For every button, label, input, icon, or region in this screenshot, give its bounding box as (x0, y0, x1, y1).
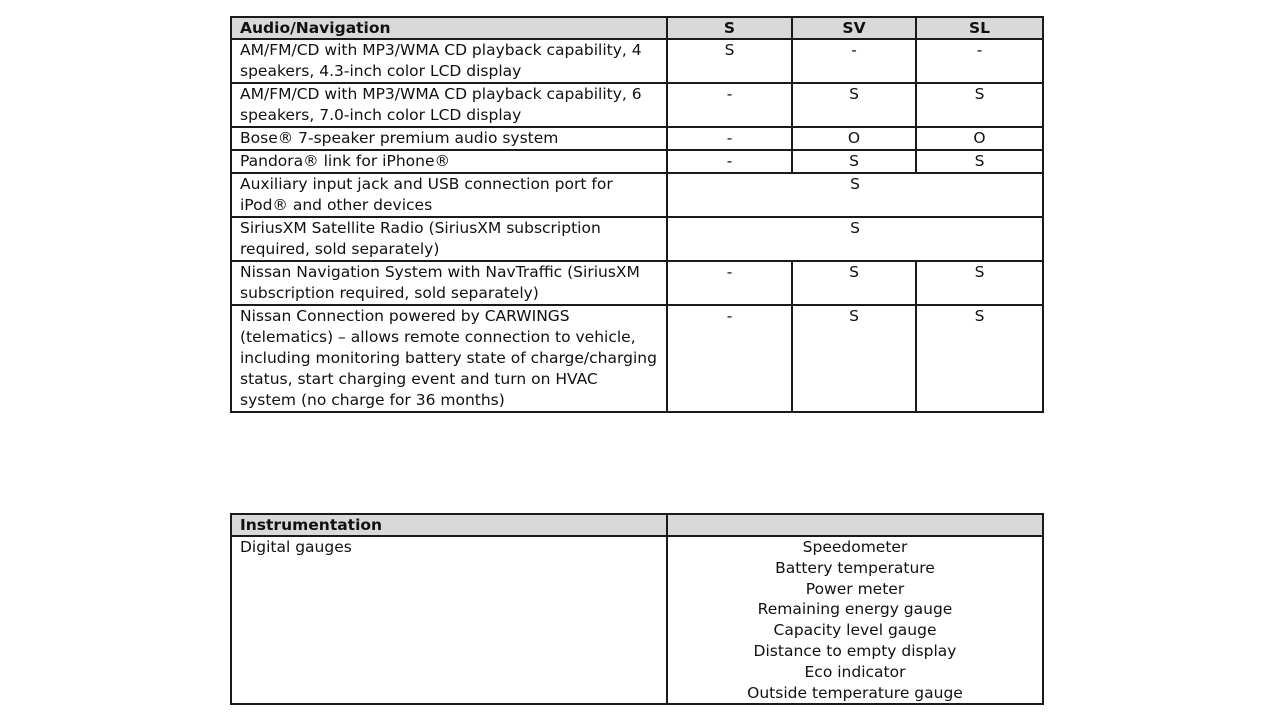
feature-cell: Auxiliary input jack and USB connection port for iPod® and other devices (231, 173, 667, 217)
table-row (231, 83, 1043, 127)
instrumentation-section-title: Instrumentation (231, 514, 667, 536)
list-item: Eco indicator (804, 662, 906, 681)
trim-s-cell: - (667, 127, 792, 150)
trim-sv-cell: O (792, 127, 916, 150)
gauge-list (667, 536, 1043, 704)
trim-sv-cell: S (792, 150, 916, 173)
trim-sv-cell: S (792, 261, 916, 305)
feature-cell: Nissan Navigation System with NavTraffic (SiriusXM subscription required, sold separately) (231, 261, 667, 305)
all-trims-cell: S (667, 173, 1043, 217)
col-header-sv: SV (792, 17, 916, 39)
trim-s-cell: S (667, 39, 792, 83)
feature-cell: Nissan Connection powered by CARWINGS (telematics) – allows remote connection to vehicle, including monitoring battery state of charge/charging status, start charging event and turn on HVAC system (no charge for 36 months) (231, 305, 667, 412)
table-row (231, 127, 1043, 150)
trim-sv-cell: S (792, 305, 916, 412)
feature-cell: Pandora® link for iPhone® (231, 150, 667, 173)
trim-s-cell: - (667, 261, 792, 305)
feature-cell: Digital gauges (231, 536, 667, 704)
trim-sl-cell: S (916, 305, 1043, 412)
col-header-sl: SL (916, 17, 1043, 39)
feature-cell: Bose® 7-speaker premium audio system (231, 127, 667, 150)
table-row (231, 536, 1043, 704)
trim-sv-cell: - (792, 39, 916, 83)
list-item: Distance to empty display (753, 641, 957, 660)
trim-sl-cell: S (916, 150, 1043, 173)
table-row (231, 150, 1043, 173)
trim-sl-cell: - (916, 39, 1043, 83)
feature-cell: AM/FM/CD with MP3/WMA CD playback capability, 6 speakers, 7.0-inch color LCD display (231, 83, 667, 127)
all-trims-cell: S (667, 217, 1043, 261)
instrumentation-header-right (667, 514, 1043, 536)
col-header-s: S (667, 17, 792, 39)
table-row (231, 39, 1043, 83)
trim-sl-cell: O (916, 127, 1043, 150)
audio-section-title: Audio/Navigation (231, 17, 667, 39)
instrumentation-header-row (231, 514, 1043, 536)
table-row (231, 305, 1043, 412)
trim-s-cell: - (667, 305, 792, 412)
list-item: Power meter (805, 579, 905, 598)
audio-header-row (231, 17, 1043, 39)
list-item: Speedometer (802, 538, 908, 556)
table-row (231, 217, 1043, 261)
trim-s-cell: - (667, 83, 792, 127)
list-item: Outside temperature gauge (747, 683, 963, 702)
trim-sv-cell: S (792, 83, 916, 127)
table-row (231, 173, 1043, 217)
feature-cell: AM/FM/CD with MP3/WMA CD playback capability, 4 speakers, 4.3-inch color LCD display (231, 39, 667, 83)
list-item: Battery temperature (775, 558, 935, 577)
trim-s-cell: - (667, 150, 792, 173)
table-row (231, 261, 1043, 305)
audio-navigation-table (230, 16, 1044, 413)
trim-sl-cell: S (916, 83, 1043, 127)
list-item: Capacity level gauge (773, 621, 937, 640)
feature-cell: SiriusXM Satellite Radio (SiriusXM subscription required, sold separately) (231, 217, 667, 261)
instrumentation-table (230, 513, 1044, 705)
trim-sl-cell: S (916, 261, 1043, 305)
list-item: Remaining energy gauge (757, 600, 953, 619)
